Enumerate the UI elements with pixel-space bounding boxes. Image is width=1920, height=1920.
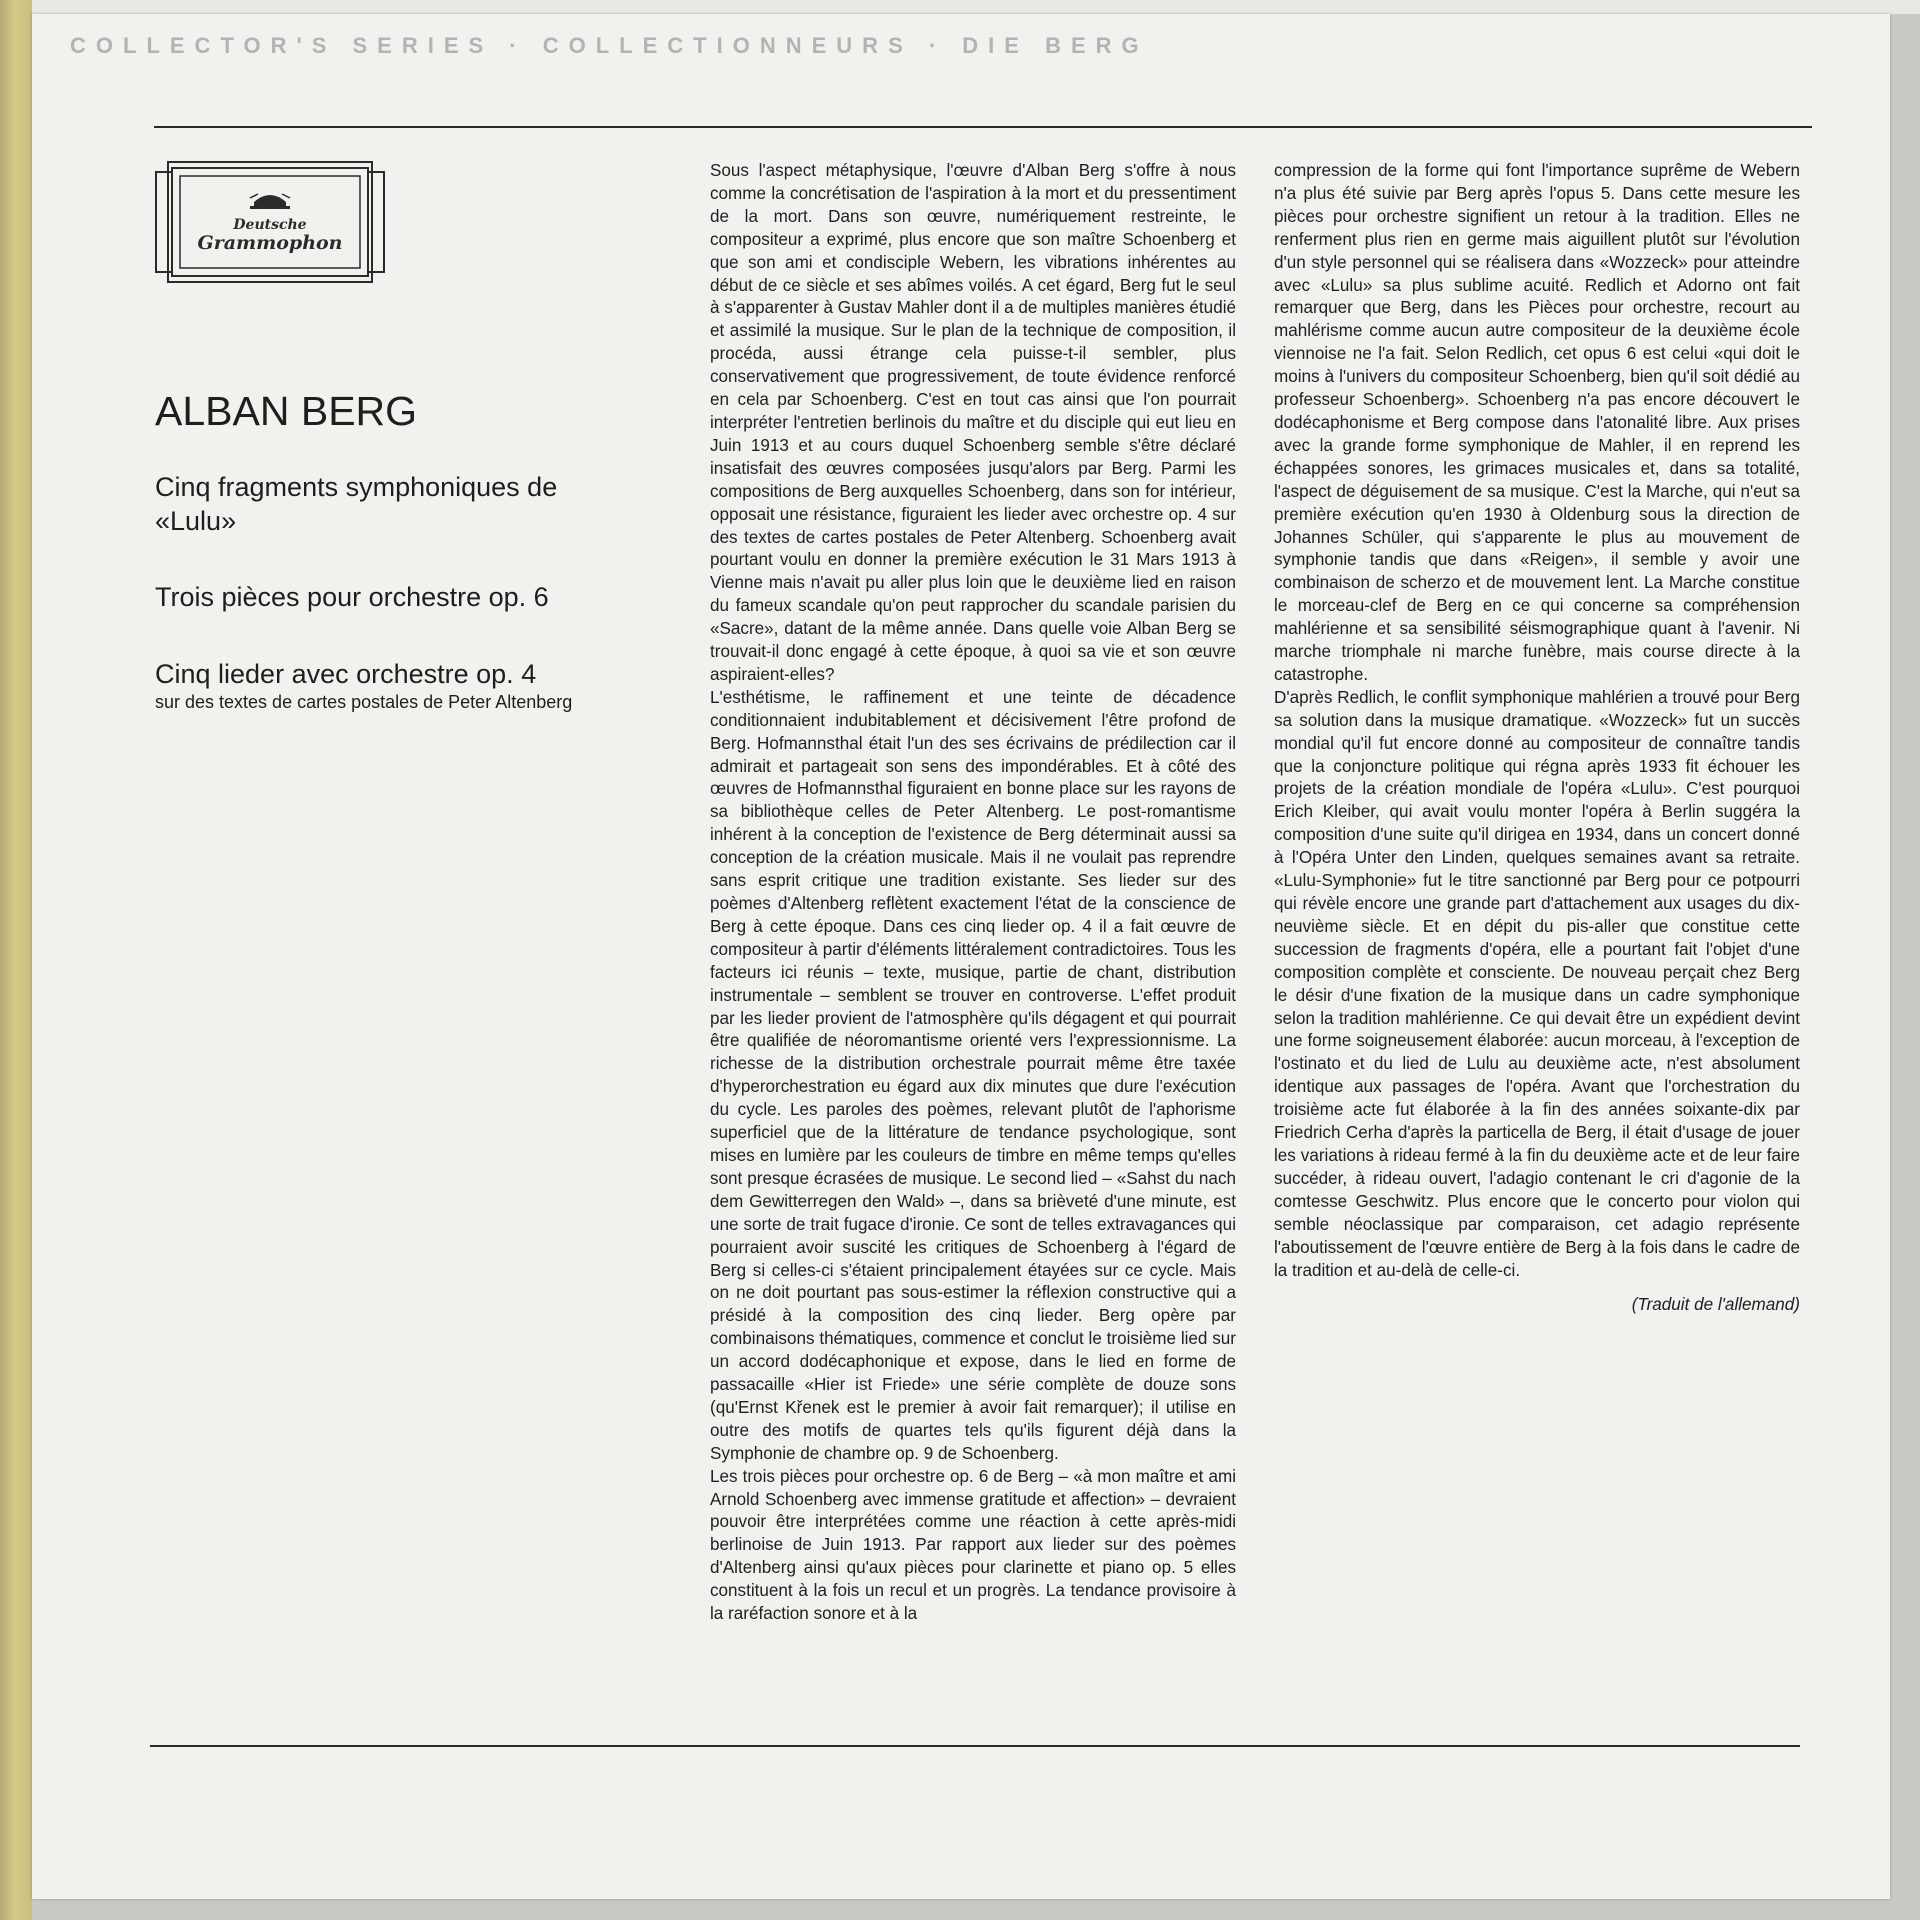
work-title-op6: Trois pièces pour orchestre op. 6	[155, 582, 549, 612]
composer-name: ALBAN BERG	[155, 388, 418, 434]
logo-line1: Deutsche	[233, 217, 307, 233]
work-title-lulu: Cinq fragments symphoniques de «Lulu»	[155, 472, 558, 536]
paragraph: Sous l'aspect métaphysique, l'œuvre d'Alban Berg s'offre à nous comme la concrétisation de l'aspiration à la mort et du pressentiment de la mort. Dans son œuvre, numériquement restreinte, le compositeur a exprimé, plus encore que son maître Schoenberg et que son ami et condisciple Webern, les vibrations inhérentes au début de ce siècle et ses abîmes voilés. A cet égard, Berg fut le seul à s'apparenter à Gustav Mahler dont il a de multiples manières étudié et assimilé la musique. Sur le plan de la technique de composition, il procéda, aussi étrange cela puisse-t-il sembler, plus conservativement que progressivement, de toute évidence renforcé en cela par Schoenberg. C'est en tout cas ainsi que l'on pourrait interpréter l'entretien berlinois du maître et du disciple qui eut lieu en Juin 1913 et au cours duquel Schoenberg semble s'être déclaré insatisfait des œuvres composées jusqu'alors par Berg. Parmi les compositions de Berg auxquelles Schoenberg, dans son for intérieur, opposait une résistance, figuraient les lieder avec orchestre op. 4 sur des textes de cartes postales de Peter Altenberg. Schoenberg avait pourtant voulu en donner la première exécution le 31 Mars 1913 à Vienne mais n'avait pu aller plus loin que le deuxième lied en raison du fameux scandale qu'on peut rapprocher du scandale parisien du «Sacre», datant de la même année. Dans quelle voie Alban Berg se trouvait-il donc engagé à cette époque, à quoi sa vie et son œuvre aspiraient-elles?	[710, 161, 1236, 684]
paragraph: Les trois pièces pour orchestre op. 6 de Berg – «à mon maître et ami Arnold Schoenberg avec immense gratitude et affection» – devraient pouvoir être interprétées comme une réaction à cette après-midi berlinoise de Juin 1913. Par rapport aux lieder sur des poèmes d'Altenberg ainsi qu'aux pièces pour clarinette et piano op. 5 elles constituent à la fois un recul et un progrès. La tendance provisoire à la raréfaction sonore et à la	[710, 1466, 1236, 1624]
logo-line2: Grammophon	[197, 232, 343, 254]
top-rule	[154, 126, 1812, 128]
translator-note: (Traduit de l'allemand)	[1631, 1295, 1800, 1315]
text-column-2	[1274, 160, 1800, 1317]
bottom-rule	[150, 1745, 1800, 1747]
text-column-1	[710, 160, 1236, 1626]
paragraph: D'après Redlich, le conflit symphonique mahlérien a trouvé pour Berg sa solution dans la musique dramatique. «Wozzeck» fut un succès mondial qu'il fut encore donné au compositeur de connaître tandis que la conjoncture politique qui régna après 1933 fit échouer les projets de la création mondiale de l'opéra «Lulu». C'est pourquoi Erich Kleiber, qui avait voulu monter l'opéra à Berlin suggéra la composition d'une suite qu'il dirigea en 1934, dans un concert donné à l'Opéra Unter den Linden, quelques semaines avant sa retraite. «Lulu-Symphonie» fut le titre sanctionné par Berg pour ce potpourri qui révèle encore une grande part d'attachement aux usages du dix-neuvième siècle. Et en dépit du pis-aller que constitue cette succession de fragments d'opéra, elle a pourtant fait l'objet d'une composition complète et consciente. De nouveau perçait chez Berg le désir d'une fixation de la musique dans un cadre symphonique selon la tradition mahlérienne. Ce qui devait être un expédient devint une forme soigneusement élaborée: aucun morceau, à l'exception de l'ostinato et du lied de Lulu au deuxième acte, n'est absolument identique aux passages de l'opéra. Avant que l'orchestration du troisième acte fut élaborée à la fin des années soixante-dix par Friedrich Cerha d'après la particella de Berg, il était d'usage de jouer les variations à rideau fermé à la fin du deuxième acte et de leur faire succéder, à rideau ouvert, l'adagio contenant le cri d'agonie de la comtesse Geschwitz. Plus encore que le concerto pour violon qui semble néoclassique par comparaison, cet adagio représente l'aboutissement de l'œuvre entière de Berg à la fois dans le cadre de la tradition et au-delà de celle-ci.	[1274, 687, 1800, 1280]
paragraph: L'esthétisme, le raffinement et une teinte de décadence conditionnaient indubitablement et décisivement l'être profond de Berg. Hofmannsthal était l'un des ses écrivains de prédilection car il admirait et partageait son sens des impondérables. Et à côté des œuvres de Hofmannsthal figuraient en bonne place sur les rayons de sa bibliothèque celles de Peter Altenberg. Le post-romantisme inhérent à la conception de l'existence de Berg déterminait aussi sa conception de la création musicale. Mais il ne voulait pas reprendre sans esprit critique une tradition existante. Ses lieder sur des poèmes d'Altenberg reflètent exactement l'état de la conscience de Berg à cette époque. Dans ces cinq lieder op. 4 il a fait œuvre de compositeur à partir d'éléments littéralement contradictoires. Tous les facteurs ici réunis – texte, musique, partie de chant, distribution instrumentale – semblent se trouver en controverse. L'effet produit par les lieder provient de l'atmosphère qu'ils dégagent et qui pourrait être qualifiée de néoromantisme orienté vers l'expressionnisme. La richesse de la distribution orchestrale pourrait même être taxée d'hyperorchestration eu égard aux dix minutes que dure l'exécution du cycle. Les paroles des poèmes, relevant plutôt de l'aphorisme superficiel que de la littérature de tendance psychologique, sont mises en lumière par les couleurs de timbre en même temps qu'elles sont presque écrasées de musique. Le second lied – «Sahst du nach dem Gewitterregen den Wald» –, dans sa brièveté d'une minute, est une sorte de trait fugace d'ironie. Ce sont de telles extravagances qui pourraient avoir suscité les critiques de Schoenberg à l'égard de Berg si celles-ci s'étaient principalement étayées sur ce cycle. Mais on ne doit pourtant pas sous-estimer la réflexion constructive qui a présidé à la composition des cinq lieder. Berg opère par combinaisons thématiques, commence et conclut le troisième lied sur un accord dodécaphonique et expose, dans le lied en forme de passacaille «Hier ist Friede» une série complète de douze sons (qu'Ernst Křenek est le premier à avoir fait remarquer); il utilise en outre des motifs de quartes tels qu'ils figurent déjà dans la Symphonie de chambre op. 9 de Schoenberg.	[710, 687, 1236, 1463]
work-subtitle-op4: sur des textes de cartes postales de Peter Altenberg	[155, 692, 573, 712]
sleeve-top-edge	[32, 0, 1920, 14]
record-sleeve-spine	[0, 0, 32, 1920]
deutsche-grammophon-logo	[154, 158, 386, 286]
work-title-op4: Cinq lieder avec orchestre op. 4	[155, 659, 537, 689]
header-ghost-text	[70, 26, 1220, 42]
paragraph: compression de la forme qui font l'importance suprême de Webern n'a plus été suivie par Berg après l'opus 5. Dans cette mesure les pièces pour orchestre signifient un retour à la tradition. Elles ne renferment plus rien en germe mais aiguillent plutôt sur l'évolution d'un style personnel qui se réalisera dans «Wozzeck» pour atteindre avec «Lulu» sa plus sublime acuité. Redlich et Adorno ont fait remarquer que Berg, dans les Pièces pour orchestre, recourt au mahlérisme comme aucun autre compositeur de la deuxième école viennoise ne l'a fait. Selon Redlich, cet opus 6 est celui «qui doit le moins à l'univers du compositeur Schoenberg, bien qu'il soit dédié au professeur Schoenberg». Schoenberg n'a pas encore découvert le dodécaphonisme et Berg compose dans l'atonalité libre. Aux prises avec la grande forme symphonique de Mahler, il en reprend les échappées sonores, les grimaces musicales et, dans sa totalité, l'aspect de déguisement de sa musique. C'est la Marche, qui n'eut sa première exécution qu'en 1930 à Oldenburg sous la direction de Johannes Schüler, qui s'apparente le plus au mouvement de symphonie tandis que dans «Reigen», il semble y avoir une combinaison de scherzo et de mouvement lent. La Marche constitue le morceau-clef de Berg en ce qui concerne sa compréhension mahlérienne et sa sensibilité séismographique quant à l'avenir. Ni marche triomphale ni marche funèbre, mais course directe à la catastrophe.	[1274, 161, 1800, 684]
